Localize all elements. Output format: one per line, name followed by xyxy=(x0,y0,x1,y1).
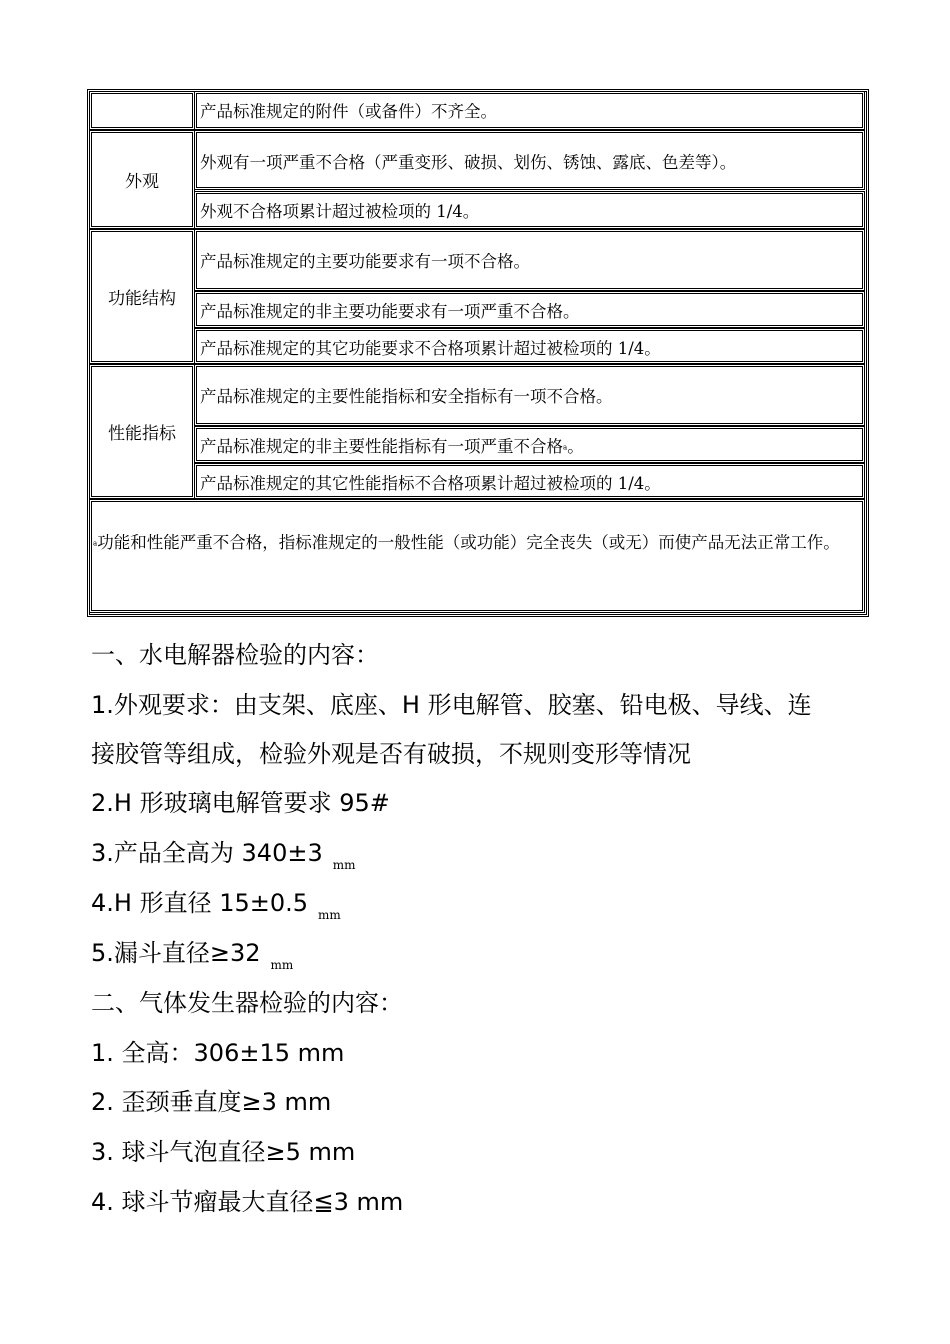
item-text-end: 。 xyxy=(567,437,584,456)
item-text: 产品标准规定的非主要性能指标有一项严重不合格 xyxy=(200,437,563,456)
table-item-function-3 xyxy=(196,330,863,362)
item-text: 4.H 形直径 15±0.5 xyxy=(91,889,309,917)
section1-item4 xyxy=(91,888,341,922)
table-item-performance-1 xyxy=(196,366,863,424)
table-item-function-2 xyxy=(196,293,863,326)
table-item-appearance-2 xyxy=(196,193,863,227)
label-text: 外观 xyxy=(125,172,159,192)
unit-label: mm xyxy=(318,908,341,922)
label-text: 功能结构 xyxy=(108,289,176,309)
table-item-appearance-1 xyxy=(196,132,863,188)
section1-item1-line1: 1.外观要求：由支架、底座、H 形电解管、胶塞、铅电极、导线、连 xyxy=(91,691,812,719)
item-text: 产品标准规定的主要功能要求有一项不合格。 xyxy=(200,252,530,271)
table-item-performance-3 xyxy=(196,465,863,497)
item-text: 产品标准规定的非主要功能要求有一项严重不合格。 xyxy=(200,302,580,321)
inspection-criteria-table xyxy=(87,89,869,617)
section1-heading: 一、水电解器检验的内容： xyxy=(91,641,379,669)
section2-heading: 二、气体发生器检验的内容： xyxy=(91,989,403,1017)
section1-item5 xyxy=(91,938,293,972)
item-text: 外观不合格项累计超过被检项的 1/4。 xyxy=(200,202,480,221)
item-text: 5.漏斗直径≥32 xyxy=(91,939,261,967)
table-label-appearance xyxy=(91,132,193,227)
item-text: 外观有一项严重不合格（严重变形、破损、划伤、锈蚀、露底、色差等）。 xyxy=(200,153,737,172)
section2-item3: 3. 球斗气泡直径≥5 mm xyxy=(91,1138,356,1166)
table-item-function-1 xyxy=(196,231,863,289)
item-text: 产品标准规定的其它性能指标不合格项累计超过被检项的 1/4。 xyxy=(200,474,661,493)
footnote-marker: a xyxy=(563,443,568,452)
footnote-marker: a xyxy=(93,539,98,548)
unit-label: mm xyxy=(332,858,356,872)
section2-item1: 1. 全高：306±15 mm xyxy=(91,1039,345,1067)
section1-item1-line2: 接胶管等组成，检验外观是否有破损，不规则变形等情况 xyxy=(91,740,691,768)
footnote-text: 功能和性能严重不合格，指标准规定的一般性能（或功能）完全丧失（或无）而使产品无法正常工作。 xyxy=(97,533,840,552)
section2-item2: 2. 歪颈垂直度≥3 mm xyxy=(91,1088,332,1116)
item-text: 3.产品全高为 340±3 xyxy=(91,839,323,867)
section1-item3 xyxy=(91,838,355,872)
table-item-accessories xyxy=(196,93,863,128)
label-text: 性能指标 xyxy=(108,424,176,444)
item-text: 产品标准规定的附件（或备件）不齐全。 xyxy=(200,102,497,121)
table-label-performance xyxy=(91,366,193,497)
table-label-function xyxy=(91,231,193,362)
section1-item2: 2.H 形玻璃电解管要求 95# xyxy=(91,789,390,817)
item-text: 产品标准规定的其它功能要求不合格项累计超过被检项的 1/4。 xyxy=(200,339,661,358)
section2-item4: 4. 球斗节瘤最大直径≦3 mm xyxy=(91,1188,404,1216)
item-text: 产品标准规定的主要性能指标和安全指标有一项不合格。 xyxy=(200,387,613,406)
table-item-performance-2 xyxy=(196,428,863,461)
table-footnote xyxy=(91,501,863,611)
table-label-cell-empty xyxy=(91,93,193,128)
unit-label: mm xyxy=(270,958,294,972)
